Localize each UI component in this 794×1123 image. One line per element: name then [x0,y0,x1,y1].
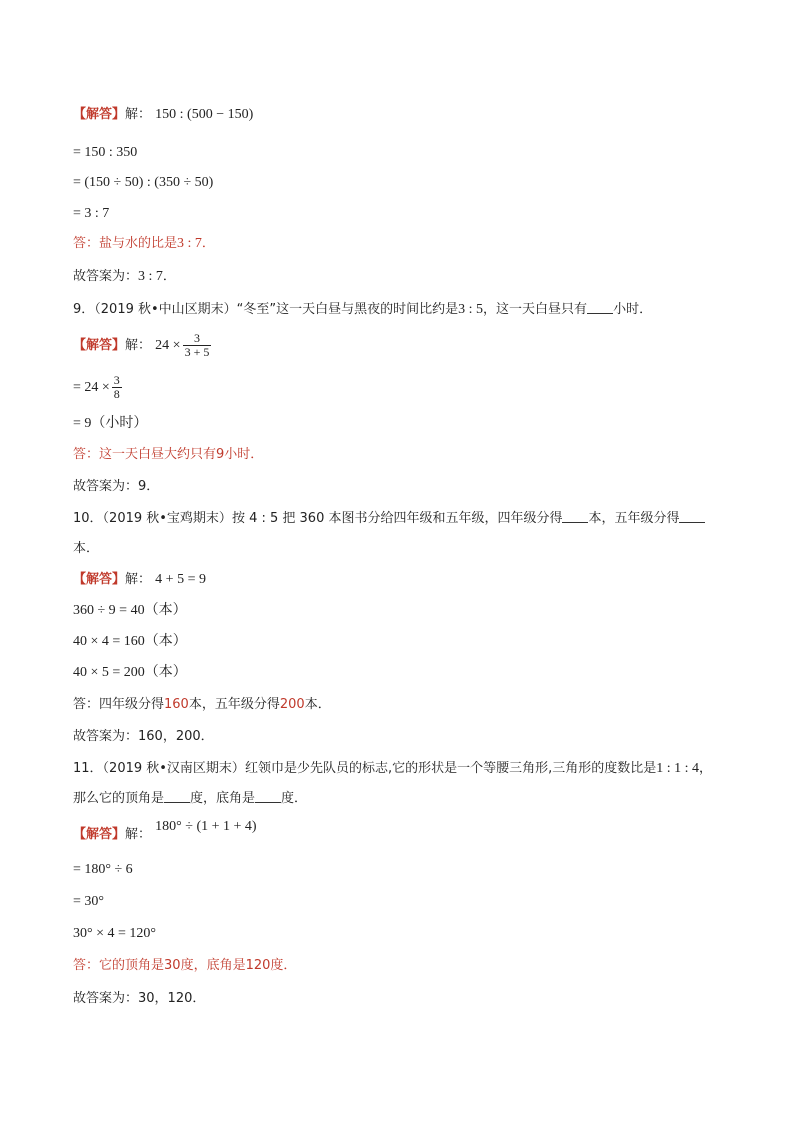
da-value-2: 120 [245,958,271,973]
answer-label: 【解答】 [73,827,126,842]
da-value: 9 [216,447,225,462]
question-number: 10． [73,511,103,526]
q9-answer-line [73,332,213,359]
final-suffix: ． [162,269,176,284]
question-text-2c: 度． [281,791,308,806]
da-prefix: 答：盐与水的比是 [73,236,178,251]
answer-label: 【解答】 [73,338,126,353]
q8-expr: 150 : (500 − 150) [155,107,254,122]
q8-step-1: = 150 : 350 [73,145,138,160]
q11-step-2: = 30° [73,894,104,909]
da-value: 3 : 7 [177,236,202,251]
q11-expr: 180° ÷ (1 + 1 + 4) [155,819,257,834]
question-text-mid: ，这一天白昼只有 [483,302,588,317]
question-text-end: ， [698,761,712,776]
q11-question-line-2 [73,790,307,808]
question-ratio: 3 : 5 [458,302,484,317]
q10-step-1: 360 ÷ 9 = 40（本） [73,603,187,618]
expr-left: 24 × [155,338,181,353]
jie: 解： [125,827,152,842]
question-number: 11． [73,761,103,776]
q11-question [73,760,712,778]
answer-blank [164,790,190,803]
q9-step-2: = 9（小时） [73,416,148,431]
jie: 解： [125,572,152,587]
answer-blank [679,510,705,523]
expr-left: = 24 × [73,380,110,395]
final-prefix: 故答案为： [73,991,139,1006]
da-c: 本． [304,697,331,712]
final-prefix: 故答案为： [73,269,139,284]
answer-blank [562,510,588,523]
fraction-denominator: 3 + 5 [184,345,210,359]
answer-label: 【解答】 [73,572,126,587]
question-text: 红领巾是少先队员的标志,它的形状是一个等腰三角形,三角形的度数比是 [244,761,657,776]
question-text: “冬至”这一天白昼与黑夜的时间比约是 [236,302,459,317]
da-suffix: 小时． [224,447,264,462]
jie: 解： [125,107,152,122]
da-a: 答：它的顶角是 [73,958,165,973]
question-source: （2019 秋•汉南区期末） [102,761,245,776]
question-text-2a: 那么它的顶角是 [73,791,165,806]
da-b: 度，底角是 [180,958,246,973]
q11-conclusion [73,957,296,975]
q10-conclusion [73,696,331,714]
q11-answer-line [73,819,257,844]
fraction-numerator: 3 [193,331,200,345]
final-prefix: 故答案为： [73,479,139,494]
question-text-2b: 度，底角是 [190,791,256,806]
fraction [183,332,212,359]
question-ratio: 1 : 1 : 4 [656,761,699,776]
question-number: 9． [73,302,95,317]
q9-question [73,301,652,319]
q8-answer-line [73,106,253,124]
q10-final-answer [73,728,214,746]
q11-step-3: 30° × 4 = 120° [73,926,156,941]
final-value: 30，120 [138,991,193,1006]
q9-step-1 [73,374,124,401]
final-suffix: ． [200,729,214,744]
fraction [112,374,122,401]
question-source: （2019 秋•中山区期末） [94,302,237,317]
fraction-numerator: 3 [113,373,120,387]
q8-conclusion [73,235,215,253]
q8-step-2: = (150 ÷ 50) : (350 ÷ 50) [73,175,214,190]
q8-step-3: = 3 : 7 [73,206,110,221]
da-a: 答：四年级分得 [73,697,165,712]
answer-blank [255,790,281,803]
q9-conclusion [73,446,263,464]
question-text-after: 小时． [613,302,653,317]
answer-blank [587,301,613,314]
q10-question [73,510,705,528]
final-suffix: ． [192,991,206,1006]
fraction-denominator: 8 [113,387,120,401]
da-b: 本，五年级分得 [188,697,280,712]
question-text-2: 本，五年级分得 [588,511,680,526]
q10-expr: 4 + 5 = 9 [155,572,206,587]
da-value-1: 160 [164,697,189,712]
final-value: 3 : 7 [138,269,163,284]
question-source: （2019 秋•宝鸡期末） [102,511,232,526]
final-suffix: ． [146,479,160,494]
q10-answer-line [73,571,206,589]
q10-step-3: 40 × 5 = 200（本） [73,665,187,680]
q8-final-answer [73,268,176,286]
da-value-1: 30 [164,958,181,973]
jie: 解： [125,338,152,353]
final-value: 9 [138,479,147,494]
q9-final-answer [73,478,159,496]
q10-step-2: 40 × 4 = 160（本） [73,634,187,649]
da-suffix: ． [201,236,215,251]
q11-step-1: = 180° ÷ 6 [73,862,133,877]
da-value-2: 200 [279,697,305,712]
final-prefix: 故答案为： [73,729,139,744]
da-c: 度． [270,958,297,973]
da-prefix: 答：这一天白昼大约只有 [73,447,217,462]
question-text: 按 4 : 5 把 360 本图书分给四年级和五年级，四年级分得 [231,511,563,526]
q11-final-answer [73,990,205,1008]
final-value: 160，200 [138,729,201,744]
answer-label: 【解答】 [73,107,126,122]
q10-question-line-2: 本． [73,541,100,556]
